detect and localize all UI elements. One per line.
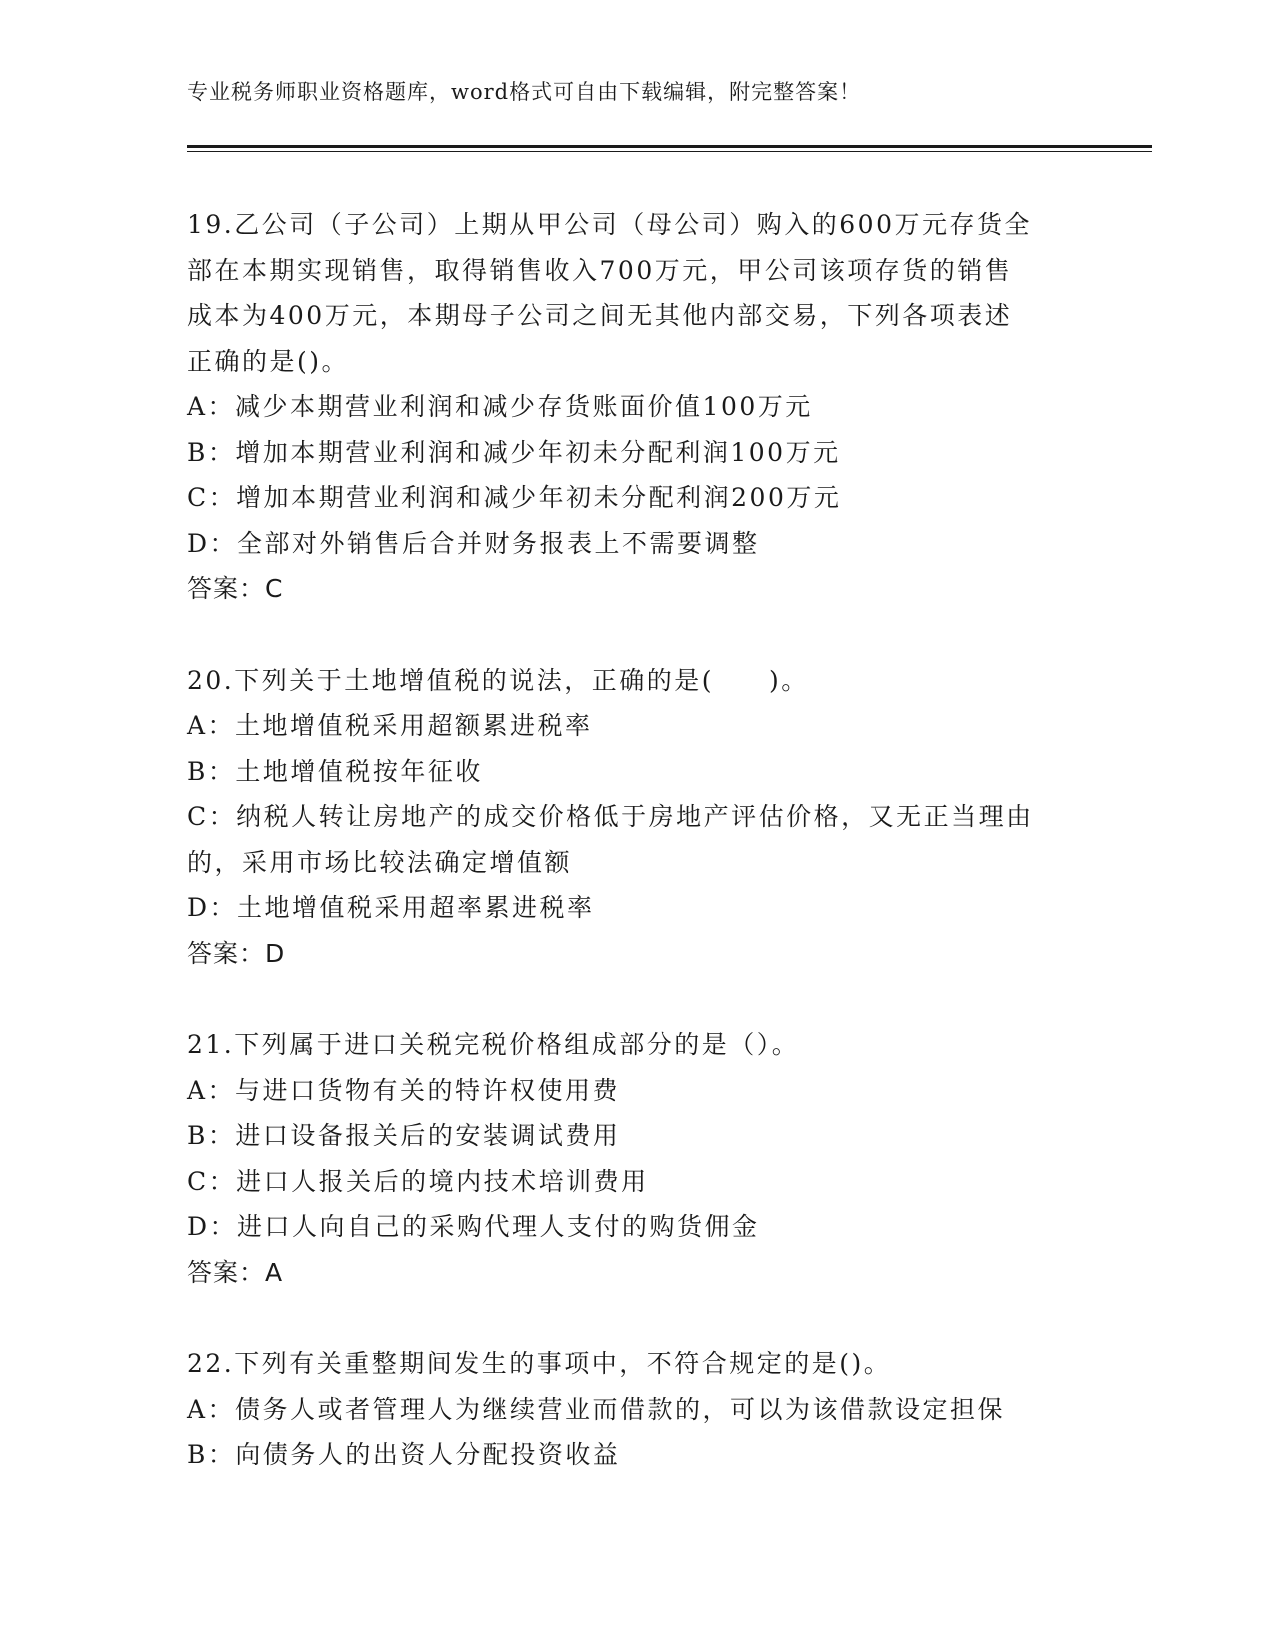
answer-option-line: 的，采用市场比较法确定增值额 bbox=[187, 847, 573, 877]
answer-option bbox=[187, 703, 1077, 749]
answer-option-line: A：债务人或者管理人为继续营业而借款的，可以为该借款设定担保 bbox=[187, 1394, 1006, 1424]
answer-option bbox=[187, 1204, 1077, 1250]
answer-option bbox=[187, 1159, 1077, 1205]
question-stem-line: 19.乙公司（子公司）上期从甲公司（母公司）购入的600万元存货全 bbox=[187, 210, 1032, 239]
answer-option bbox=[187, 794, 1077, 885]
answer-option-line: C：进口人报关后的境内技术培训费用 bbox=[187, 1166, 649, 1196]
answer-option bbox=[187, 384, 1077, 430]
question-block bbox=[187, 658, 1077, 977]
question-stem-line: 正确的是()。 bbox=[187, 346, 350, 376]
answer-option-line: B：增加本期营业利润和减少年初未分配利润100万元 bbox=[187, 437, 841, 467]
answer-option-line: A：土地增值税采用超额累进税率 bbox=[187, 711, 593, 740]
answer-option-line: D：全部对外销售后合并财务报表上不需要调整 bbox=[187, 528, 760, 558]
answer-option bbox=[187, 521, 1077, 567]
answer-option-line: D：进口人向自己的采购代理人支付的购货佣金 bbox=[187, 1212, 760, 1241]
answer-option-line: D：土地增值税采用超率累进税率 bbox=[187, 893, 595, 922]
answer-option bbox=[187, 1113, 1077, 1159]
question-stem bbox=[187, 658, 1077, 704]
answer-option bbox=[187, 1068, 1077, 1114]
answer-key: 答案：C bbox=[187, 574, 284, 603]
answer-key: 答案：D bbox=[187, 938, 286, 968]
answer-key: 答案：A bbox=[187, 1257, 284, 1287]
answer-option-line: C：纳税人转让房地产的成交价格低于房地产评估价格，又无正当理由 bbox=[187, 802, 1034, 831]
question-stem-line: 成本为400万元，本期母子公司之间无其他内部交易，下列各项表述 bbox=[187, 301, 1013, 330]
answer-option-line: A：减少本期营业利润和减少存货账面价值100万元 bbox=[187, 392, 813, 421]
answer-option bbox=[187, 475, 1077, 521]
question-stem-line: 21.下列属于进口关税完税价格组成部分的是（）。 bbox=[187, 1030, 800, 1059]
question-stem bbox=[187, 1022, 1077, 1068]
answer-option-line: B：土地增值税按年征收 bbox=[187, 756, 483, 786]
question-stem bbox=[187, 1341, 1077, 1387]
page-header: 专业税务师职业资格题库，word格式可自由下载编辑，附完整答案！ bbox=[187, 80, 862, 104]
header-divider-thin bbox=[187, 151, 1152, 152]
question-stem-line: 20.下列关于土地增值税的说法，正确的是( )。 bbox=[187, 665, 809, 695]
answer-option bbox=[187, 749, 1077, 795]
question-stem-line: 22.下列有关重整期间发生的事项中，不符合规定的是()。 bbox=[187, 1349, 892, 1378]
answer-option bbox=[187, 430, 1077, 476]
question-list bbox=[187, 202, 1077, 1524]
answer-option bbox=[187, 1432, 1077, 1478]
answer-option bbox=[187, 885, 1077, 931]
answer-option-line: B：进口设备报关后的安装调试费用 bbox=[187, 1121, 621, 1150]
question-stem bbox=[187, 202, 1077, 384]
question-block bbox=[187, 202, 1077, 612]
question-stem-line: 部在本期实现销售，取得销售收入700万元，甲公司该项存货的销售 bbox=[187, 255, 1013, 285]
answer-option-line: B：向债务人的出资人分配投资收益 bbox=[187, 1440, 621, 1469]
question-block bbox=[187, 1022, 1077, 1295]
question-block bbox=[187, 1341, 1077, 1478]
answer-option-line: A：与进口货物有关的特许权使用费 bbox=[187, 1075, 621, 1105]
answer-option bbox=[187, 1387, 1077, 1433]
header-divider-thick bbox=[187, 145, 1152, 148]
answer-option-line: C：增加本期营业利润和减少年初未分配利润200万元 bbox=[187, 483, 842, 512]
